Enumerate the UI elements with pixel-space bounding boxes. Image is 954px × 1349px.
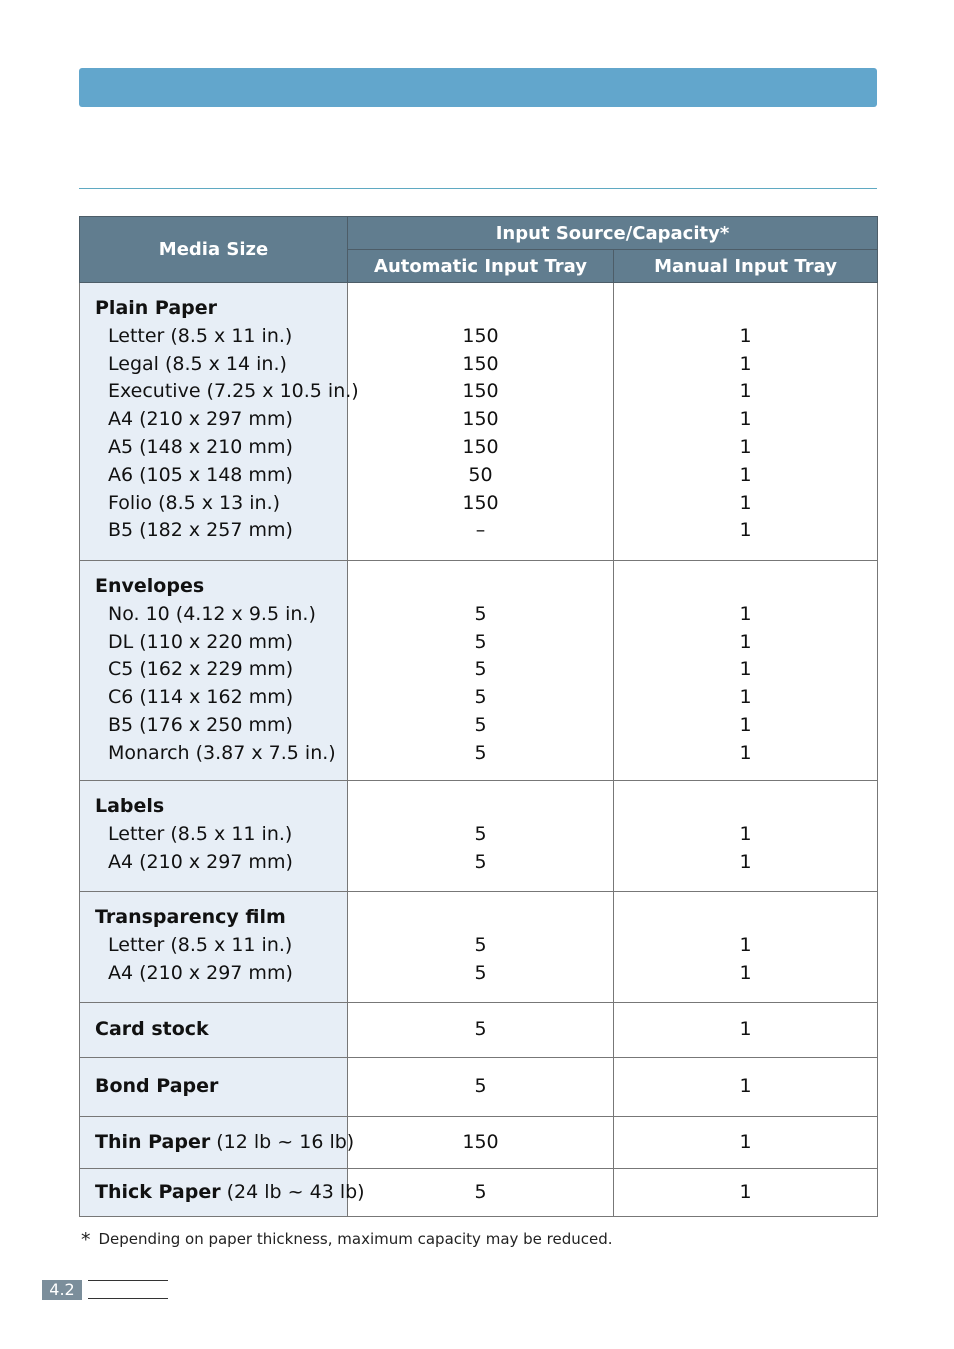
manual-tray-cell [614,1058,878,1117]
auto-tray-cell [348,561,614,781]
auto-tray-value: 5 [474,658,487,681]
spacer-line [614,904,877,932]
media-size-cell [80,892,348,1003]
manual-tray-value: 1 [739,933,752,956]
auto-tray-value: 150 [462,352,499,375]
category-label: Thin Paper [95,1130,211,1153]
manual-tray-cell [614,1169,878,1217]
media-size-item: No. 10 (4.12 x 9.5 in.) [108,602,316,625]
auto-tray-value: 5 [474,713,487,736]
category-label: Thick Paper [95,1180,221,1203]
media-size-cell [80,781,348,892]
category-heading [80,1179,365,1207]
media-size-item: Monarch (3.87 x 7.5 in.) [108,741,336,764]
spacer-line [348,904,613,932]
media-size-cell [80,283,359,561]
spacer-line [348,295,613,323]
cell-padding [348,892,613,904]
spacer-line [614,573,877,601]
media-size-item: A5 (148 x 210 mm) [108,435,293,458]
manual-tray-cell [614,1003,878,1058]
manual-tray-cell [614,892,878,1003]
manual-tray-value: 1 [739,519,752,542]
table-row [80,1117,878,1169]
header-media-size: Media Size [80,217,348,283]
auto-tray-value: 5 [474,850,487,873]
manual-tray-value: 1 [739,1018,752,1041]
media-size-item: B5 (182 x 257 mm) [108,519,293,542]
manual-tray-value: 1 [739,850,752,873]
page-number-rule-top [88,1280,168,1281]
auto-tray-cell [348,283,614,561]
media-size-cell [80,1169,365,1217]
manual-tray-value: 1 [739,463,752,486]
media-size-item: Letter (8.5 x 11 in.) [108,324,293,347]
category-note: (24 lb ~ 43 lb) [220,1180,365,1203]
cell-padding [614,283,877,295]
media-size-item: A4 (210 x 297 mm) [108,408,293,431]
page-number-rule-bottom [88,1298,168,1299]
manual-tray-value: 1 [739,1180,752,1203]
manual-tray-value: 1 [739,630,752,653]
auto-tray-value: 150 [462,380,499,403]
auto-tray-value: 5 [474,602,487,625]
manual-tray-value: 1 [739,822,752,845]
manual-tray-value: 1 [739,741,752,764]
category-heading [80,904,347,932]
spacer-line [348,793,613,821]
auto-tray-cell [348,1169,614,1217]
manual-tray-value: 1 [739,352,752,375]
manual-tray-value: 1 [739,961,752,984]
section-rule [79,188,877,189]
category-label: Bond Paper [95,1075,219,1098]
category-heading [80,295,347,323]
auto-tray-value: 5 [474,1075,487,1098]
media-size-item: B5 (176 x 250 mm) [108,713,293,736]
manual-tray-cell [614,283,878,561]
auto-tray-cell [348,1058,614,1117]
table-row [80,1058,878,1117]
table-row [80,1003,878,1058]
cell-padding [348,561,613,573]
manual-tray-value: 1 [739,408,752,431]
auto-tray-value: 5 [474,1018,487,1041]
table-row [80,1169,878,1217]
manual-tray-value: 1 [739,1130,752,1153]
auto-tray-value: 50 [468,463,493,486]
manual-tray-value: 1 [739,1075,752,1098]
manual-tray-value: 1 [739,658,752,681]
media-size-cell [80,561,348,781]
media-size-item: A6 (105 x 148 mm) [108,463,293,486]
auto-tray-cell [348,1003,614,1058]
media-size-cell [80,1058,348,1117]
media-size-item: C5 (162 x 229 mm) [108,658,294,681]
cell-padding [80,561,347,573]
media-size-item: Letter (8.5 x 11 in.) [108,933,293,956]
manual-tray-value: 1 [739,380,752,403]
cell-padding [80,781,347,793]
manual-tray-cell [614,1117,878,1169]
manual-tray-value: 1 [739,602,752,625]
manual-tray-cell [614,781,878,892]
category-label: Plain Paper [95,297,218,319]
media-size-item: A4 (210 x 297 mm) [108,961,293,984]
media-size-item: Legal (8.5 x 14 in.) [108,352,287,375]
footnote-star: * [81,1229,91,1251]
table-row [80,561,878,781]
auto-tray-value: 150 [462,408,499,431]
auto-tray-value: 150 [462,491,499,514]
category-heading [80,1016,347,1044]
cell-padding [80,283,347,295]
manual-tray-value: 1 [739,324,752,347]
table-row [80,781,878,892]
footnote [81,1227,613,1249]
spacer-line [614,793,877,821]
cell-padding [348,781,613,793]
page-number: 4.2 [42,1280,82,1300]
cell-padding [614,781,877,793]
category-label: Transparency film [95,906,286,928]
manual-tray-value: 1 [739,491,752,514]
header-bar [79,68,877,107]
auto-tray-value: – [475,519,486,542]
auto-tray-value: 5 [474,630,487,653]
spacer-line [614,295,877,323]
media-size-item: Folio (8.5 x 13 in.) [108,491,281,514]
spacer-line [348,573,613,601]
auto-tray-value: 5 [474,686,487,709]
header-auto-tray: Automatic Input Tray [348,250,614,283]
category-label: Labels [95,795,165,817]
category-note: (12 lb ~ 16 lb) [210,1130,355,1153]
category-heading [80,1073,347,1101]
media-capacity-table [79,216,878,1217]
auto-tray-value: 5 [474,741,487,764]
media-size-item: Executive (7.25 x 10.5 in.) [108,380,359,403]
auto-tray-value: 150 [462,324,499,347]
cell-padding [80,892,347,904]
category-label: Envelopes [95,575,205,597]
manual-tray-cell [614,561,878,781]
auto-tray-value: 5 [474,933,487,956]
manual-tray-value: 1 [739,435,752,458]
media-size-item: A4 (210 x 297 mm) [108,850,293,873]
auto-tray-value: 5 [474,1180,487,1203]
manual-tray-value: 1 [739,713,752,736]
media-size-item: Letter (8.5 x 11 in.) [108,822,293,845]
category-heading [80,793,347,821]
manual-tray-value: 1 [739,686,752,709]
header-manual-tray: Manual Input Tray [614,250,878,283]
cell-padding [348,283,613,295]
media-size-item: DL (110 x 220 mm) [108,630,293,653]
auto-tray-value: 5 [474,961,487,984]
footnote-text: Depending on paper thickness, maximum capacity may be reduced. [98,1230,613,1248]
cell-padding [614,561,877,573]
auto-tray-cell [348,892,614,1003]
category-label: Card stock [95,1018,209,1041]
auto-tray-value: 150 [462,435,499,458]
media-size-cell [80,1003,348,1058]
table-row [80,892,878,1003]
header-input-source: Input Source/Capacity* [348,217,878,250]
auto-tray-value: 150 [462,1130,499,1153]
table-row [80,283,878,561]
auto-tray-value: 5 [474,822,487,845]
media-size-item: C6 (114 x 162 mm) [108,686,294,709]
auto-tray-cell [348,781,614,892]
media-size-cell [80,1117,355,1169]
category-heading [80,1129,355,1157]
category-heading [80,573,347,601]
cell-padding [614,892,877,904]
auto-tray-cell [348,1117,614,1169]
